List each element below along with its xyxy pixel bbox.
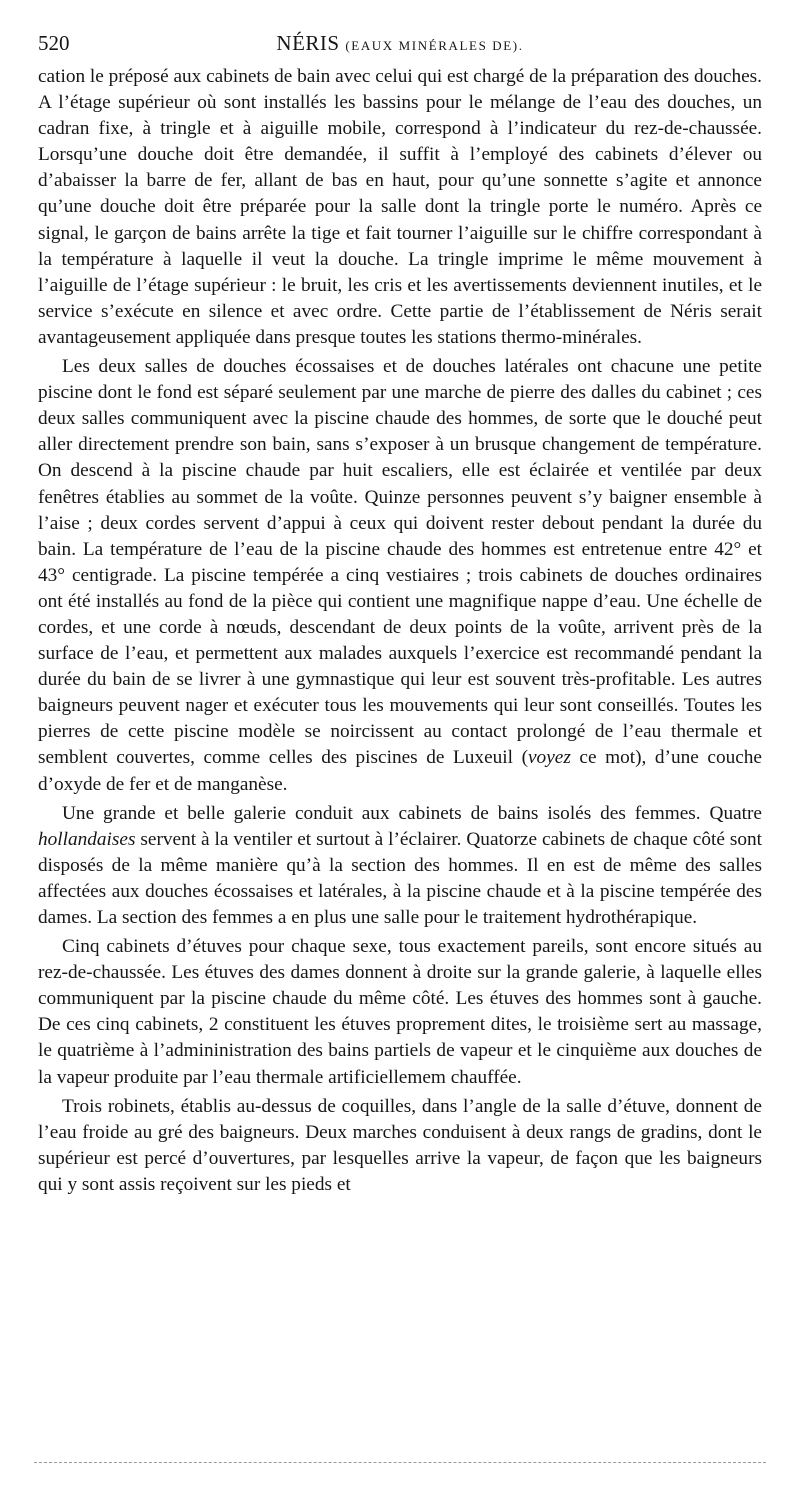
paragraph-2-text-a: Les deux salles de douches écossaises et de douches latérales ont chacune une petite piscine dont le fond est séparé seulement par une marche de pierre des dalles du cabinet ; ces deux salles communiquent avec la piscine chaude des hommes, de sorte que le douché peut aller directement prendre son bain, sans s’exposer à un brusque changement de température. On descend à la piscine chaude par huit escaliers, elle est éclairée et ventilée par deux fenêtres établies au sommet de la voûte. Quinze personnes peuvent s’y baigner ensemble à l’aise ; deux cordes servent d’appui à ceux qui doivent rester debout pendant la durée du bain. La température de l’eau de la piscine chaude des hommes est entretenue entre 42° et 43° centigrade. La piscine tempérée a cinq vestiaires ; trois cabinets de douches ordinaires ont été installés au fond de la pièce qui contient une magnifique nappe d’eau. Une échelle de cordes, et une corde à nœuds, descendant de deux points de la voûte, arrivent près de la surface de l’eau, et permettent aux malades auxquels l’exercice est recommandé pendant la durée du bain de se livrer à une gymnastique qui leur est souvent très-profitable. Les autres baigneurs peuvent nager et exécuter tous les mouvements qui leur sont conseillés. Toutes les pierres de cette piscine modèle se noircissent au contact prolongé de l’eau thermale et semblent couvertes, comme celles des piscines de Luxeuil ( <box>38 356 762 769</box>
paragraph-2-italic: voyez <box>528 747 571 769</box>
paragraph-1-text: cation le préposé aux cabinets de bain avec celui qui est chargé de la préparation des douches. A l’étage supérieur où sont installés les bassins pour le mélange de l’eau des douches, un cadran fixe, à tringle et à aiguille mobile, correspond à l’indicateur du rez-de-chaussée. Lorsqu’une douche doit être demandée, il suffit à l’employé des cabinets d’élever ou d’abaisser la barre de fer, allant de bas en haut, pour qu’une sonnette s’agite et annonce qu’une douche doit être préparée pour la salle dont la tringle porte le numéro. Après ce signal, le garçon de bains arrête la tige et fait tourner l’aiguille sur le chiffre correspondant à la température à laquelle il veut la douche. La tringle imprime le même mouvement à l’aiguille de l’étage supérieur : le bruit, les cris et les avertissements deviennent inutiles, et le service s’exécute en silence et avec ordre. Cette partie de l’établissement de Néris serait avantageusement appliquée dans presque toutes les stations thermo-minérales. <box>38 66 762 348</box>
paragraph-5 <box>38 1094 762 1198</box>
bottom-dotted-rule <box>34 1462 766 1463</box>
running-head-title <box>38 28 762 61</box>
paragraph-4-text: Cinq cabinets d’étuves pour chaque sexe, tous exactement pareils, sont encore situés au rez-de-chaussée. Les étuves des dames donnent à droite sur la grande galerie, à laquelle elles communiquent par la piscine chaude du même côté. Les étuves des hommes sont à gauche. De ces cinq cabinets, 2 constituent les étuves proprement dites, le troisième sert au massage, le quatrième à l’admininistration des bains partiels de vapeur et le cinquième aux douches de la vapeur produite par l’eau thermale artificiellemem chauffée. <box>38 936 762 1088</box>
body-text <box>38 64 762 1198</box>
page-number: 520 <box>38 31 70 55</box>
paragraph-2 <box>38 354 762 798</box>
paragraph-3-text-a: Une grande et belle galerie conduit aux cabinets de bains isolés des femmes. Quatre <box>62 802 762 824</box>
head-title-sub: (EAUX MINÉRALES DE). <box>345 38 524 53</box>
paragraph-2-text-b: ce mot), d’une couche d’oxyde de fer et de manganèse. <box>38 747 762 795</box>
running-head <box>38 28 762 58</box>
book-page <box>38 28 762 1198</box>
paragraph-5-text: Trois robinets, établis au-dessus de coquilles, dans l’angle de la salle d’étuve, donnent de l’eau froide au gré des baigneurs. Deux marches conduisent à deux rangs de gradins, dont le supérieur est percé d’ouvertures, par lesquelles arrive la vapeur, de façon que les baigneurs qui y sont assis reçoivent sur les pieds et <box>38 1095 762 1195</box>
paragraph-1 <box>38 64 762 351</box>
paragraph-3-italic: hollandaises <box>38 828 136 850</box>
paragraph-4 <box>38 934 762 1091</box>
paragraph-3 <box>38 801 762 931</box>
paragraph-3-text-b: servent à la ventiler et surtout à l’éclairer. Quatorze cabinets de chaque côté sont disposés de la même manière qu’à la section des hommes. Il en est de même des salles affectées aux douches écossaises et latérales, à la piscine chaude et à la piscine tempérée des dames. La section des femmes a en plus une salle pour le traitement hydrothérapique. <box>38 828 762 928</box>
head-title-main: NÉRIS <box>276 31 340 55</box>
